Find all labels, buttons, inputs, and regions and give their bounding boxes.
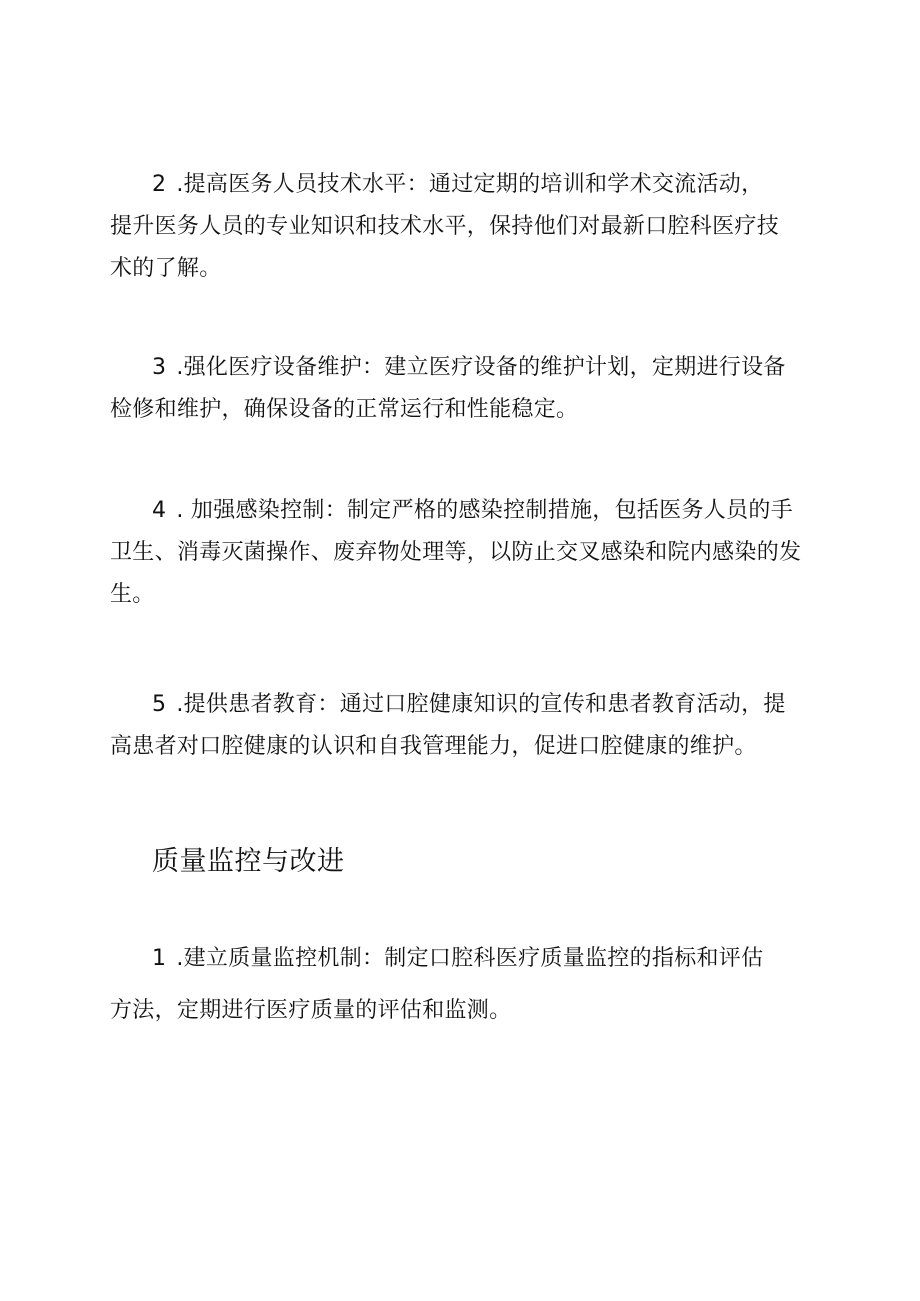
paragraph-line xyxy=(110,938,830,980)
item-number: 2 xyxy=(152,172,167,197)
paragraph-line: 高患者对口腔健康的认识和自我管理能力，促进口腔健康的维护。 xyxy=(110,734,757,759)
paragraph-line: 方法，定期进行医疗质量的评估和监测。 xyxy=(110,998,512,1023)
item-text: . 加强感染控制：制定严格的感染控制措施，包括医务人员的手 xyxy=(176,498,794,523)
list-item-4 xyxy=(110,490,830,616)
paragraph-line xyxy=(110,164,830,206)
list-item-2 xyxy=(110,164,830,290)
paragraph-line xyxy=(110,490,830,532)
item-number: 1 xyxy=(152,946,167,971)
section-heading: 质量监控与改进 xyxy=(152,846,345,877)
paragraph-line: 生。 xyxy=(110,582,155,607)
item-number: 3 xyxy=(152,355,167,380)
list-item-5 xyxy=(110,684,830,768)
item-text: .提供患者教育：通过口腔健康知识的宣传和患者教育活动，提 xyxy=(176,692,786,717)
paragraph-line: 术的了解。 xyxy=(110,256,222,281)
item-number: 5 xyxy=(152,692,167,717)
paragraph-line: 卫生、消毒灭菌操作、废弃物处理等，以防止交叉感染和院内感染的发 xyxy=(110,540,802,565)
item-text: .强化医疗设备维护：建立医疗设备的维护计划，定期进行设备 xyxy=(176,355,786,380)
paragraph-line xyxy=(110,684,830,726)
item-text: .提高医务人员技术水平：通过定期的培训和学术交流活动， xyxy=(176,172,764,197)
paragraph-line xyxy=(110,347,830,389)
item-number: 4 xyxy=(152,498,167,523)
list-item-1 xyxy=(110,938,830,1032)
list-item-3 xyxy=(110,347,830,431)
item-text: .建立质量监控机制：制定口腔科医疗质量监控的指标和评估 xyxy=(176,946,764,971)
paragraph-line: 检修和维护，确保设备的正常运行和性能稳定。 xyxy=(110,397,579,422)
paragraph-line: 提升医务人员的专业知识和技术水平，保持他们对最新口腔科医疗技 xyxy=(110,214,780,239)
